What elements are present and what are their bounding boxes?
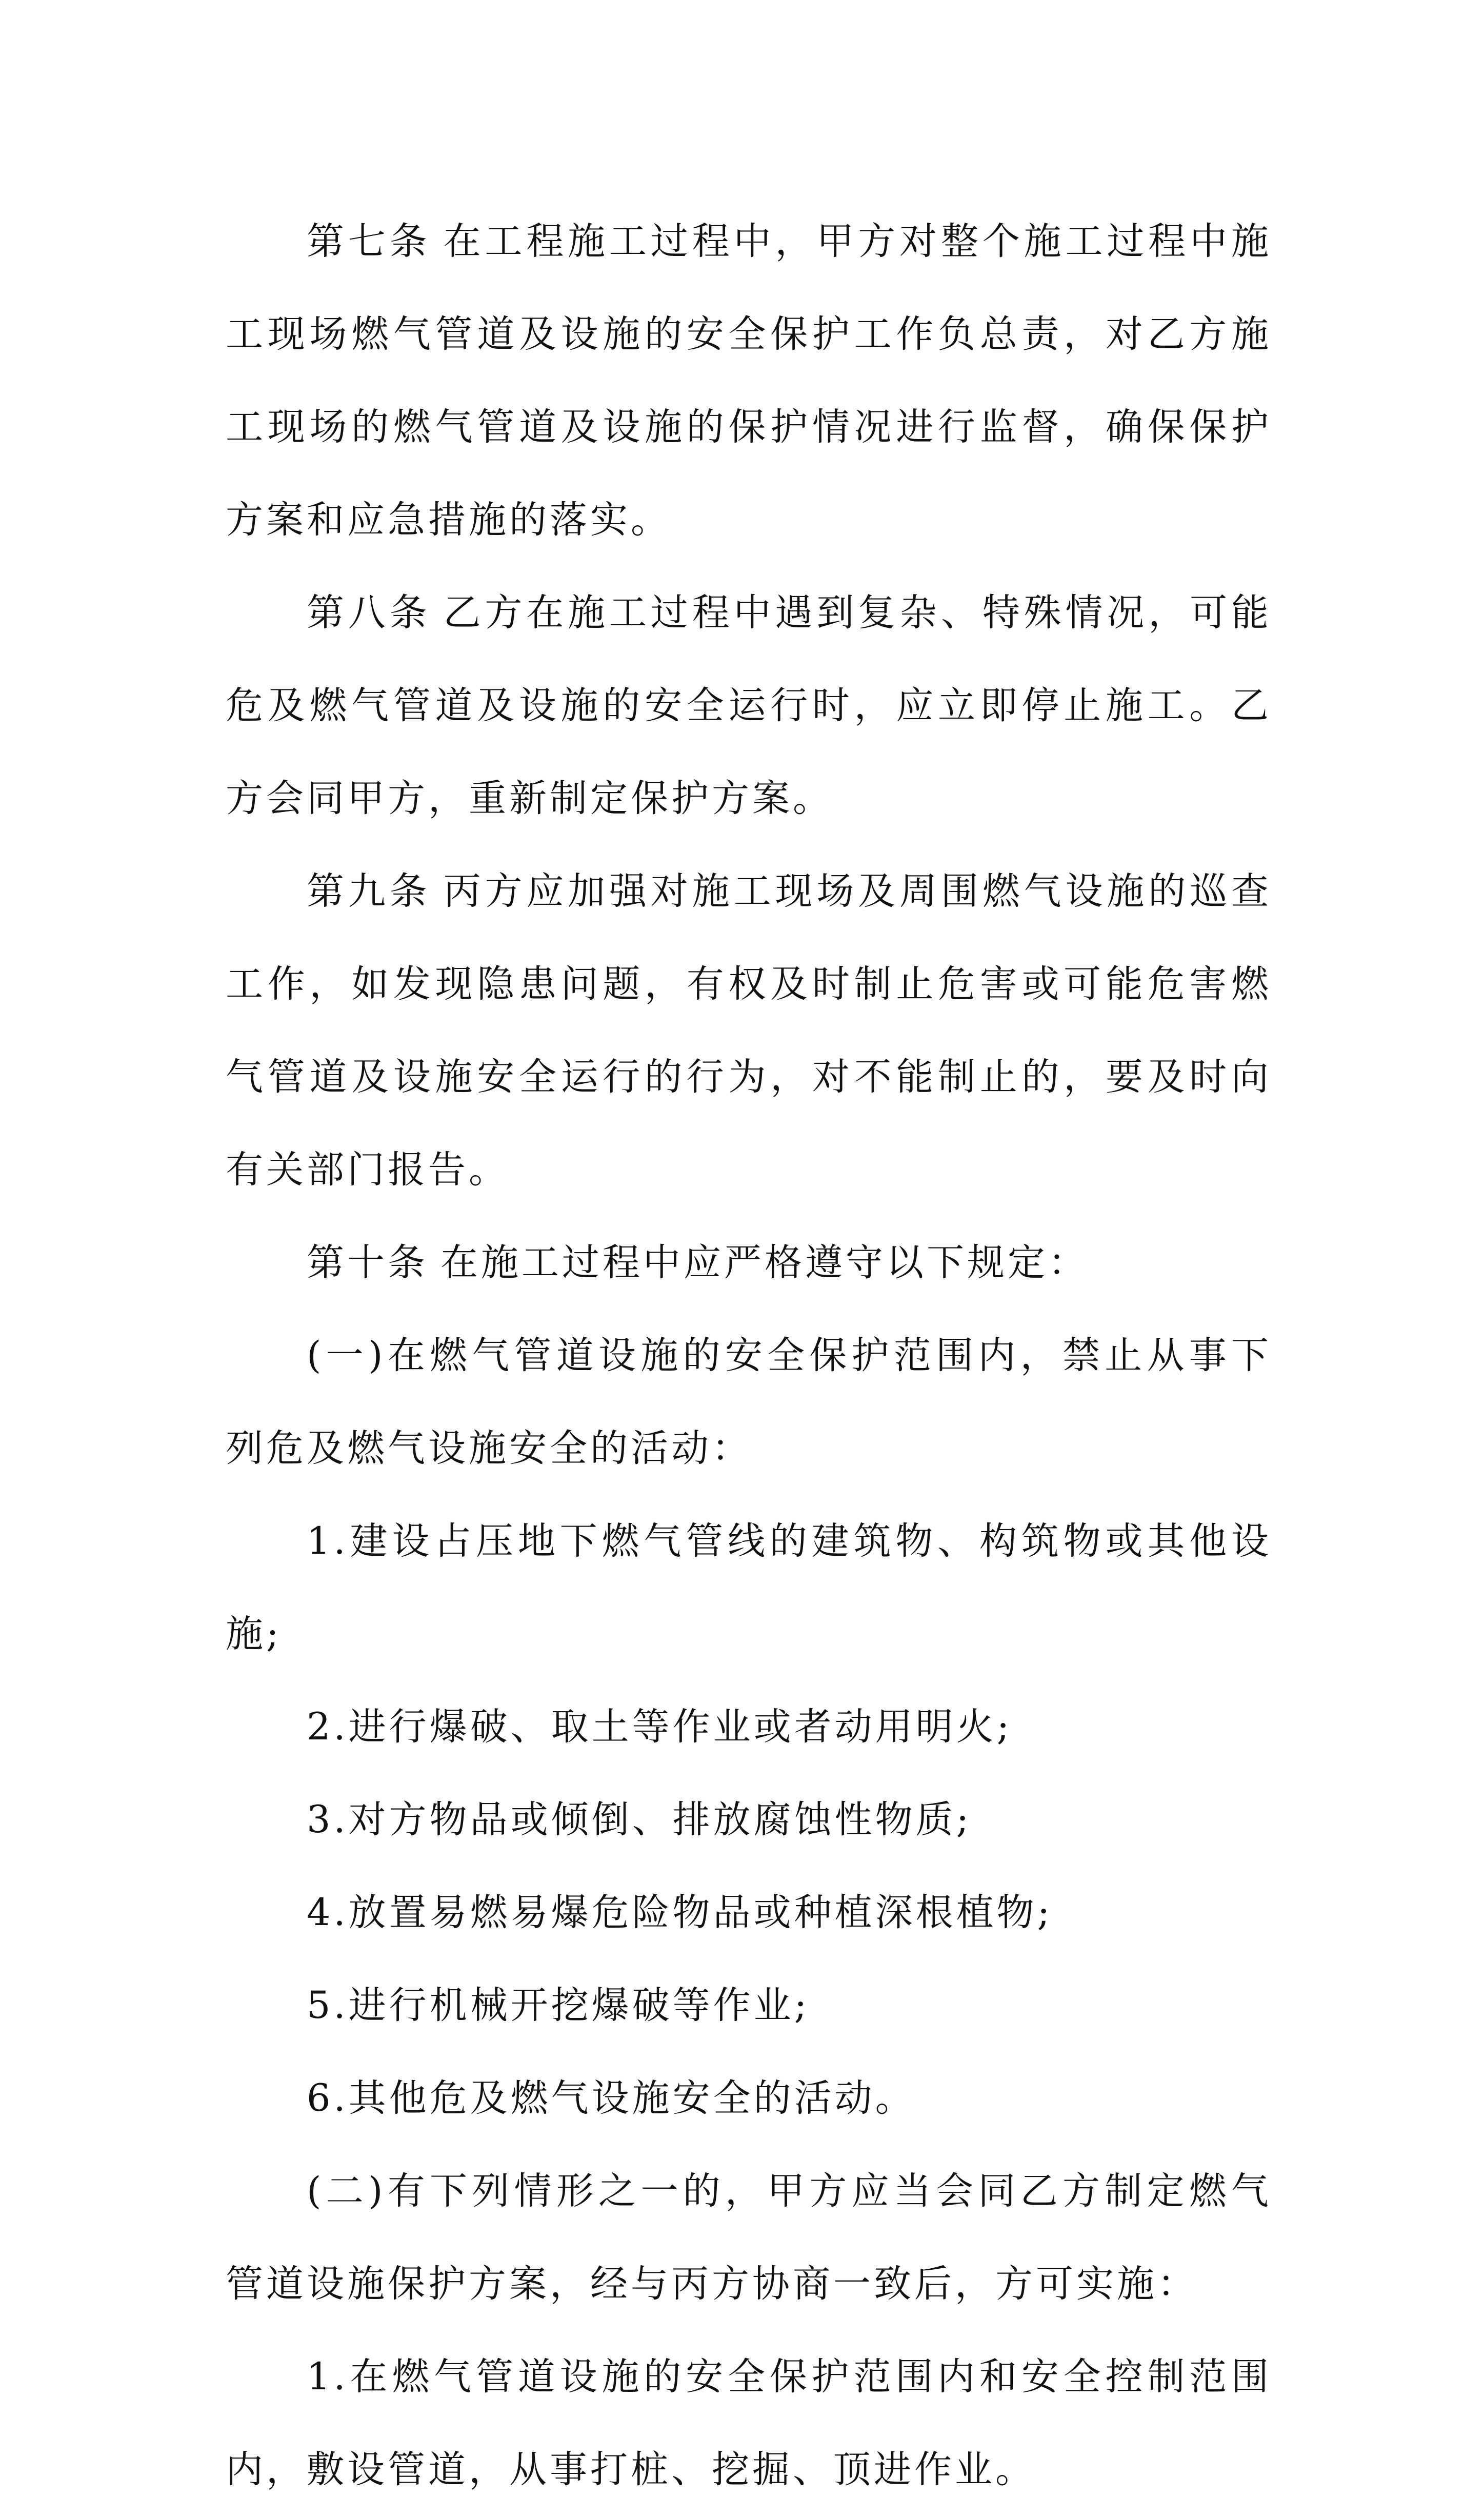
article-7-paragraph xyxy=(226,195,1272,566)
article-8-text: 乙方在施工过程中遇到复杂、特殊情况，可能危及燃气管道及设施的安全运行时，应立即停止施工。乙方会同甲方，重新制定保护方案。 xyxy=(226,591,1272,820)
list-item-1-text: 1.建设占压地下燃气管线的建筑物、构筑物或其他设施; xyxy=(226,1519,1272,1656)
list-item-1 xyxy=(226,1495,1272,1680)
clause-2-paragraph xyxy=(226,2145,1272,2330)
clause-2-text: (二)有下列情形之一的，甲方应当会同乙方制定燃气管道设施保护方案，经与丙方协商一致后，方可实施： xyxy=(226,2169,1272,2306)
article-7-text: 在工程施工过程中，甲方对整个施工过程中施工现场燃气管道及设施的安全保护工作负总责，对乙方施工现场的燃气管道及设施的保护情况进行监督，确保保护方案和应急措施的落实。 xyxy=(226,220,1272,542)
clause-2-list-item-1-text: 1.在燃气管道设施的安全保护范围内和安全控制范围内，敷设管道，从事打桩、挖掘、顶进作业。 xyxy=(226,2355,1272,2491)
clause-1-paragraph xyxy=(226,1309,1272,1495)
article-9-paragraph xyxy=(226,845,1272,1216)
document-body xyxy=(226,195,1272,2516)
article-10-text: 在施工过程中应严格遵守以下规定： xyxy=(440,1241,1089,1284)
clause-1-text: (一)在燃气管道设施的安全保护范围内，禁止从事下列危及燃气设施安全的活动： xyxy=(226,1334,1272,1470)
list-item-3-text: 3.对方物品或倾倒、排放腐蚀性物质; xyxy=(307,1798,972,1841)
list-item-2-text: 2.进行爆破、取土等作业或者动用明火; xyxy=(307,1705,1013,1749)
article-8-paragraph xyxy=(226,566,1272,845)
list-item-6 xyxy=(226,2052,1272,2145)
article-8-heading: 第八条 xyxy=(307,591,431,635)
list-item-2 xyxy=(226,1680,1272,1773)
clause-2-list-item-1 xyxy=(226,2330,1272,2516)
article-9-text: 丙方应加强对施工现场及周围燃气设施的巡查工作，如发现隐患问题，有权及时制止危害或可能危害燃气管道及设施安全运行的行为，对不能制止的，要及时向有关部门报告。 xyxy=(226,869,1272,1192)
article-9-heading: 第九条 xyxy=(307,869,431,913)
list-item-6-text: 6.其他危及燃气设施安全的活动。 xyxy=(307,2076,916,2120)
list-item-4-text: 4.放置易燃易爆危险物品或种植深根植物; xyxy=(307,1891,1053,1934)
list-item-5 xyxy=(226,1959,1272,2052)
article-10-paragraph xyxy=(226,1216,1272,1309)
article-7-heading: 第七条 xyxy=(307,220,431,263)
list-item-4 xyxy=(226,1866,1272,1959)
list-item-3 xyxy=(226,1773,1272,1866)
article-10-heading: 第十条 xyxy=(307,1241,428,1284)
list-item-5-text: 5.进行机械开挖爆破等作业; xyxy=(307,1984,810,2027)
